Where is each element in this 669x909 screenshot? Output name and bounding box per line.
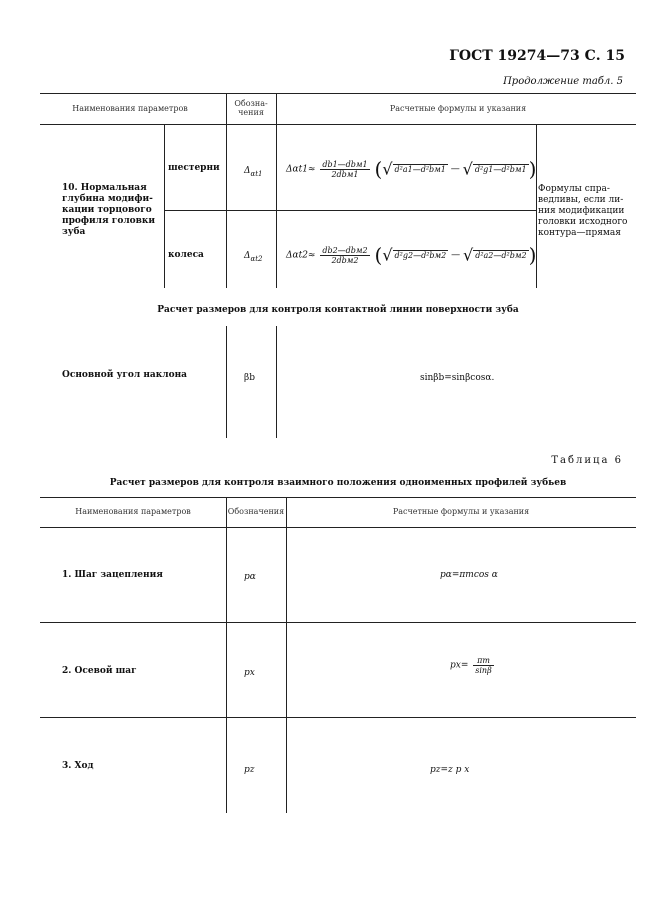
f2-lhs: Δαt2≈ [286,250,316,261]
t6-row2-symbol: px [244,668,255,678]
page-title: ГОСТ 19274—73 С. 15 [449,48,625,64]
note-line: Формулы спра- [538,184,610,194]
f1-rad2: d²g1—d²bм1 [474,165,527,174]
row10-name-line: глубина модифи- [62,194,153,204]
t6-row1-symbol: pα [244,572,256,582]
f1-lhs: Δαt1≈ [286,164,316,175]
note-line: контура—прямая [538,228,621,238]
f1-rad1: d²a1—d²bм1 [394,165,446,174]
t6-row2-lhs: px= [450,660,469,671]
symbol-delta-at1 [244,166,263,178]
base-angle-symbol: βb [244,373,255,383]
symbol-delta-at1-sub: αt1 [250,169,263,178]
t5-header-symbol-line1: Обозна- [234,99,268,108]
formula-delta-at1: Δαt1≈ $\frac{\text{db1—dbм1}}{\text{2dbм1}}$ (√ d²a1—d²bм1 — √ d²g1—d²bм1 ) [286,157,537,181]
t5-header-formulas: Расчетные формулы и указания [389,104,527,113]
t6-row3-name: 3. Ход [62,761,94,771]
row10-param-name [62,183,155,238]
f2-den: 2dbм2 [331,255,359,265]
f2-minus: — [451,250,461,261]
table6-label: Таблица 6 [551,455,623,466]
base-angle-formula: sinβb=sinβcosα. [420,373,495,383]
symbol-delta-at2-base: Δ [244,251,251,261]
sub-kolesa: колеса [168,250,204,260]
t6-row2-den: sinβ [475,666,492,675]
f1-fraction [320,160,369,179]
row10-note [538,184,627,239]
t5-header-name: Наименования параметров [72,104,188,113]
f1-den: 2dbм1 [331,169,359,179]
t6-row2-name: 2. Осевой шаг [62,666,137,676]
t6-row2-formula [450,656,496,675]
table6-title: Расчет размеров для контроля взаимного положения одноименных профилей зубьев [109,478,567,488]
row10-name-line: 10. Нормальная [62,183,147,193]
base-angle-name: Основной угол наклона [62,370,188,380]
note-line: ния модификации [538,206,625,216]
note-line: головки исходного [538,217,628,227]
f2-num: db2—dbм2 [322,245,368,255]
t6-row3-formula: pz=z p x [430,765,470,775]
t6-row1-formula: pα=πmcos α [440,570,498,580]
symbol-delta-at2-sub: αt2 [250,254,263,263]
continuation-label: Продолжение табл. 5 [503,76,623,87]
t6-row2-num: πm [473,656,493,666]
t6-row2-fraction [473,656,493,675]
row10-name-line: кации торцового [62,205,152,215]
f2-rad1: d²g2—d²bм2 [394,251,447,260]
f2-rad2: d²a2—d²bм2 [475,251,527,260]
t6-header-name: Наименования параметров [75,507,191,516]
row10-name-line: зуба [62,227,86,237]
formula-delta-at2: Δαt2≈ $\frac{\text{db2—dbм2}}{\text{2dbм2}}$ (√ d²g2—d²bм2 — √ d²a2—d²bм2 ) [286,243,537,267]
symbol-delta-at2 [244,251,263,263]
t5-header-symbol-line2: чения [238,108,264,117]
t6-header-formulas: Расчетные формулы и указания [392,507,530,516]
row10-name-line: профиля головки [62,216,156,226]
t6-row1-name: 1. Шаг зацепления [62,570,163,580]
symbol-delta-at1-base: Δ [244,166,251,176]
sub-shesterni: шестерни [168,163,220,173]
f2-fraction [320,246,369,265]
t5-header-symbol [226,99,276,117]
t6-header-symbol: Обозначения [227,507,285,516]
section-title-contact-line: Расчет размеров для контроля контактной линии поверхности зуба [157,305,519,315]
t6-row3-symbol: pz [244,765,255,775]
f1-num: db1—dbм1 [322,159,368,169]
note-line: ведливы, если ли- [538,195,624,205]
f1-minus: — [450,164,460,175]
